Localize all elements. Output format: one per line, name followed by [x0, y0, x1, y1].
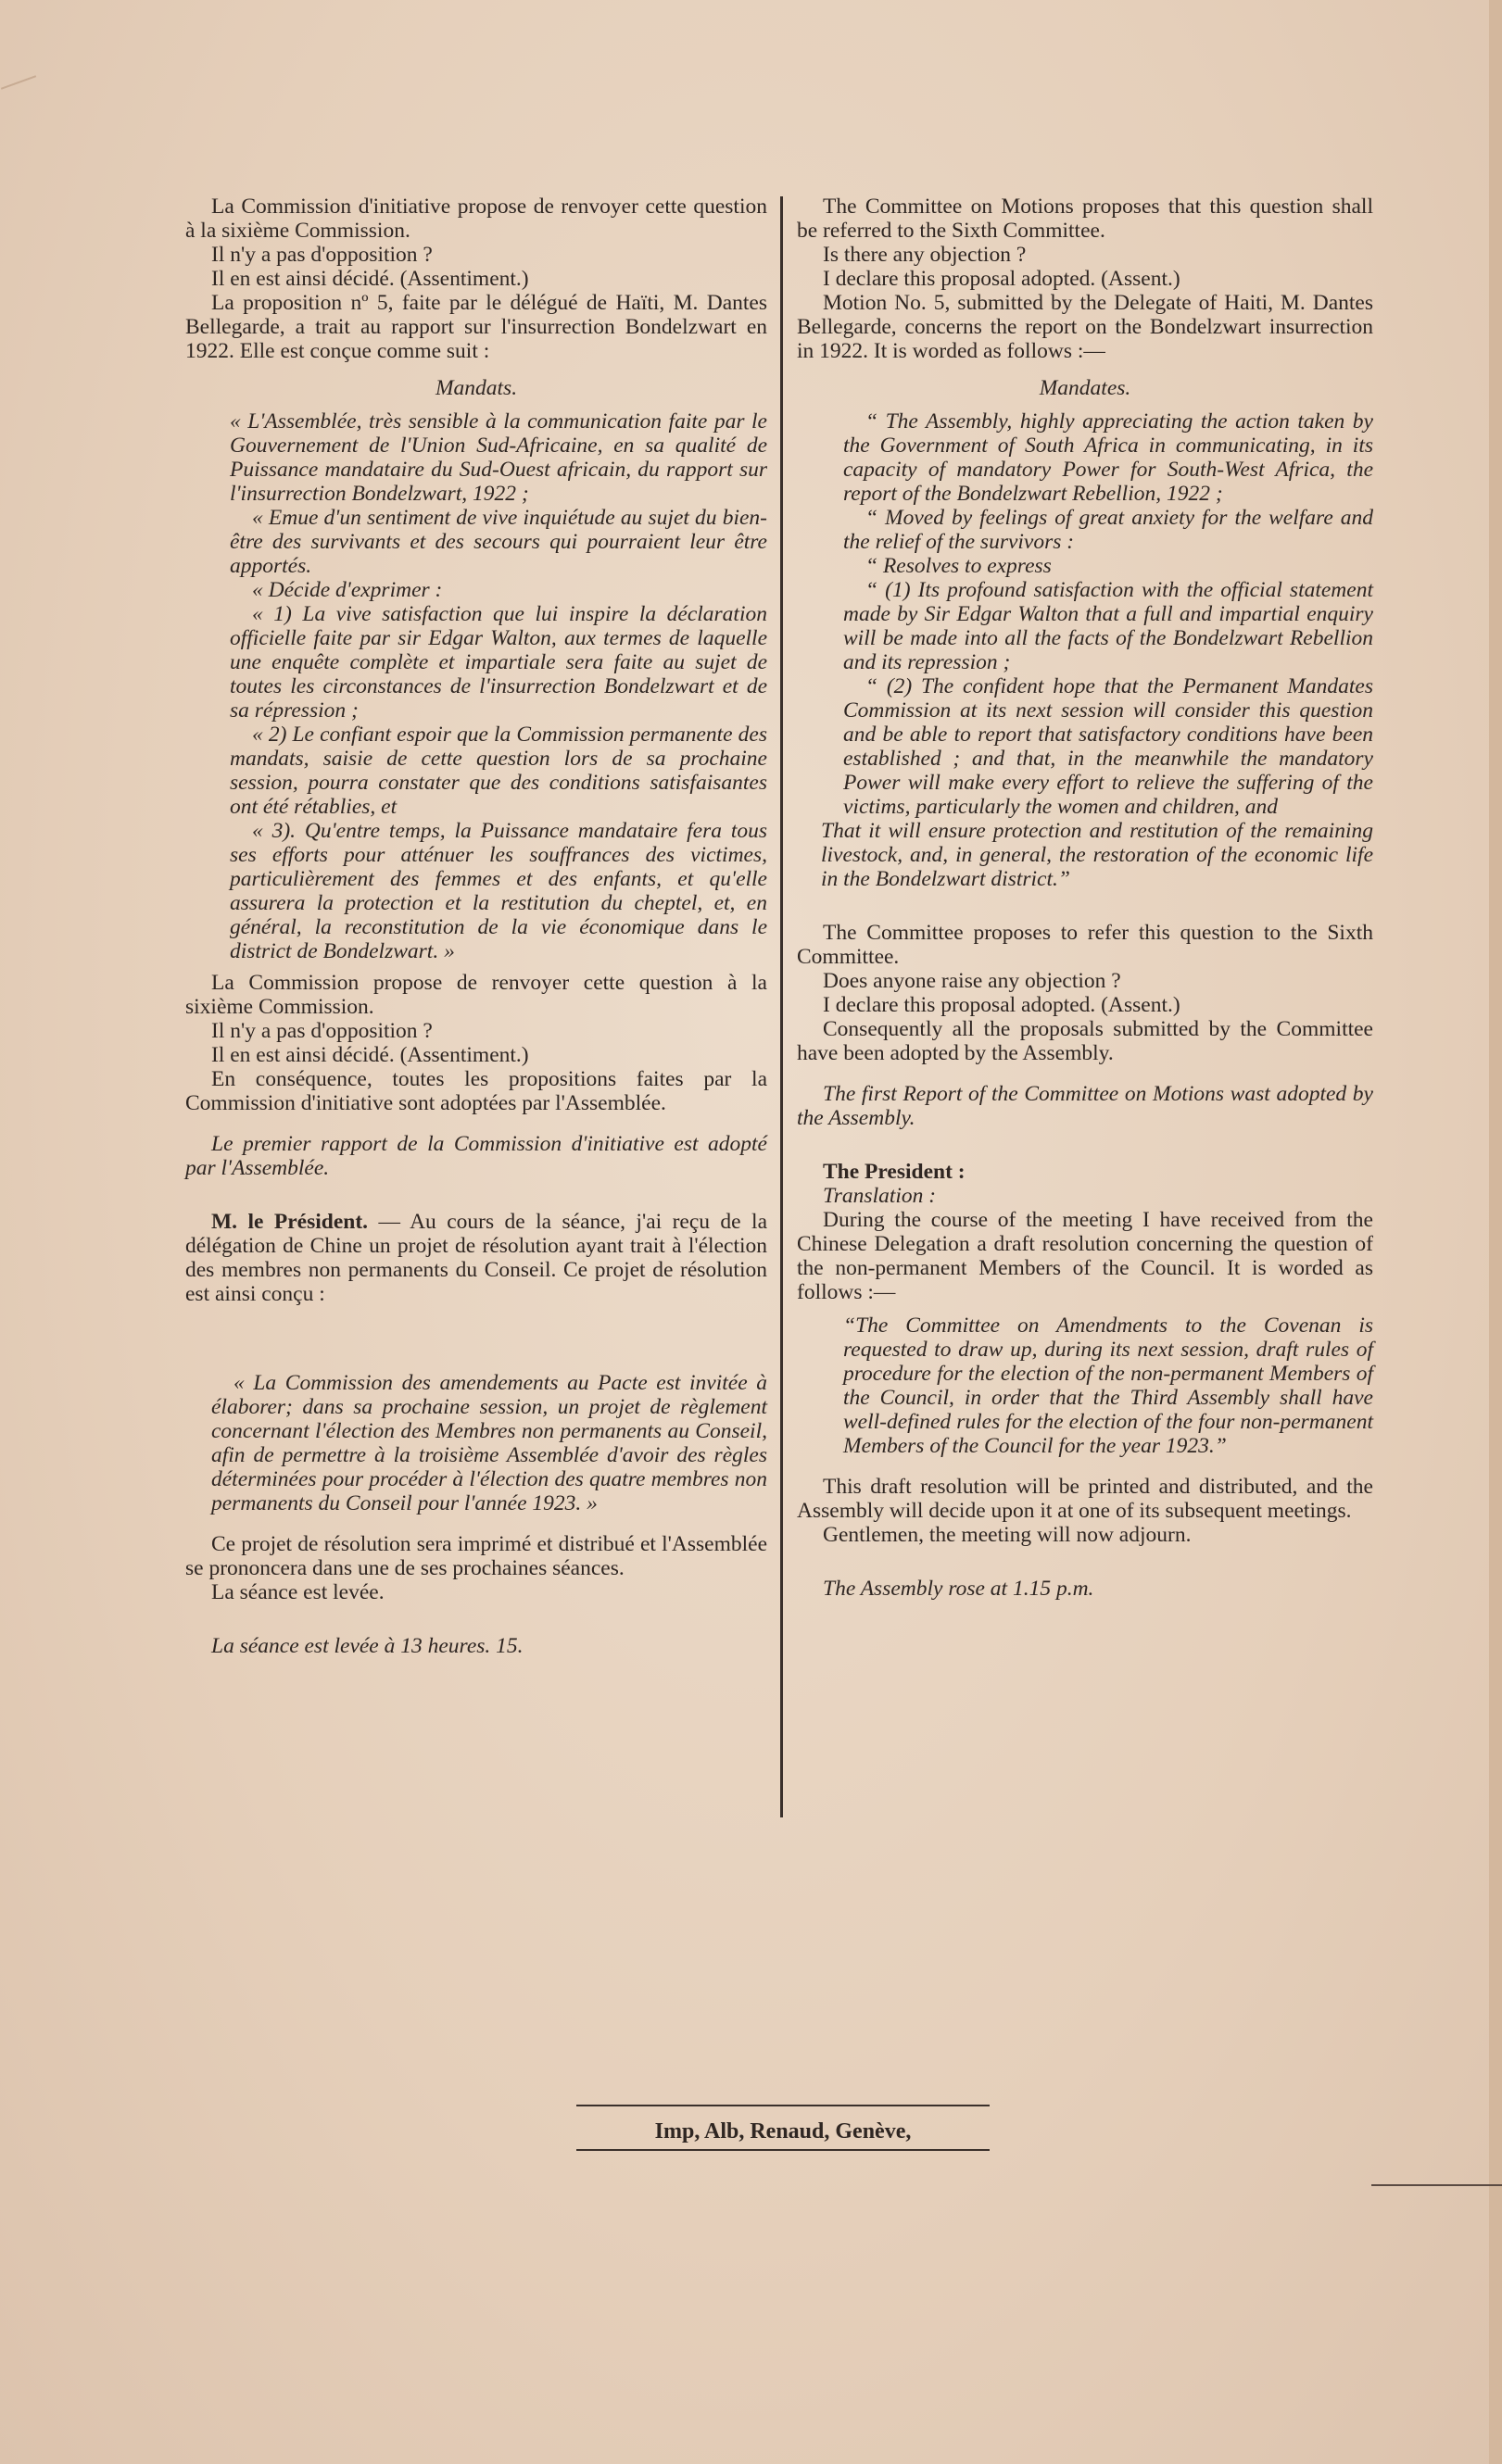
- en-quote-line: “ (2) The confident hope that the Permanent Mandates Commission at its next session will consider this question and be able to report that satisfactory conditions have been established ; and that, in the meanwhile the mandatory Power will make every effort to relieve the suffering of the victims, particularly the women and children, and: [843, 674, 1373, 819]
- fr-paragraph: Il en est ainsi décidé. (Assentiment.): [211, 1043, 529, 1067]
- fr-paragraph: La proposition nº 5, faite par le délégué de Haïti, M. Dantes Bellegarde, a trait au rapport sur l'insurrection Bondelzwart en 1922. Elle est conçue comme suit :: [185, 291, 767, 363]
- en-paragraph: Gentlemen, the meeting will now adjourn.: [823, 1523, 1192, 1547]
- en-president-text: During the course of the meeting I have received from the Chinese Delegation a draft resolution concerning the question of the non-permanent Members of the Council. It is worded as follows :—: [797, 1208, 1373, 1304]
- fr-paragraph: La Commission propose de renvoyer cette question à la sixième Commission.: [185, 971, 767, 1019]
- fr-quote-line: « Emue d'un sentiment de vive inquiétude au sujet du bien-être des survivants et des secours qui pourraient leur être apportés.: [230, 506, 767, 578]
- en-paragraph: Consequently all the proposals submitted by the Committee have been adopted by the Assembly.: [797, 1017, 1373, 1065]
- en-quote-line: “ The Assembly, highly appreciating the action taken by the Government of South Africa in communicating, in its capacity of mandatory Power for South-West Africa, the report of the Bondelzwart Rebellion, 1922 ;: [843, 409, 1373, 506]
- en-paragraph: This draft resolution will be printed and distributed, and the Assembly will decide upon it at one of its subsequent meetings.: [797, 1475, 1373, 1523]
- en-quote-line: That it will ensure protection and restitution of the remaining livestock, and, in general, the restoration of the economic life in the Bondelzwart district.”: [821, 819, 1373, 891]
- paper-mark: [1371, 2184, 1502, 2186]
- fr-quote-line: « 3). Qu'entre temps, la Puissance mandataire fera tous ses efforts pour atténuer les souffrances des victimes, particulièrement des femmes et des enfants, et qu'elle assurera la protection et la restitution du cheptel, et, en général, la reconstitution de la vie économique dans le district de Bondelzwart. »: [230, 819, 767, 963]
- fr-quote-line: « 2) Le confiant espoir que la Commission permanente des mandats, saisie de cette question lors de sa prochaine session, pourra constater que des conditions satisfaisantes ont été rétablies, et: [230, 723, 767, 819]
- fr-paragraph: La Commission d'initiative propose de renvoyer cette question à la sixième Commission.: [185, 195, 767, 243]
- fr-quote-line: « 1) La vive satisfaction que lui inspire la déclaration officielle faite par sir Edgar Walton, aux termes de laquelle une enquête complète et impartiale sera faite au sujet de toutes les circonstances de l'insurrection Bondelzwart et de sa répression ;: [230, 602, 767, 723]
- en-paragraph: The Committee on Motions proposes that this question shall be referred to the Sixth Committee.: [797, 195, 1373, 243]
- en-heading-mandates: Mandates.: [1039, 376, 1131, 400]
- en-paragraph: Motion No. 5, submitted by the Delegate of Haiti, M. Dantes Bellegarde, concerns the report on the Bondelzwart insurrection in 1922. It is worded as follows :—: [797, 291, 1373, 363]
- en-paragraph: I declare this proposal adopted. (Assent.): [823, 267, 1180, 291]
- fr-paragraph: En conséquence, toutes les propositions faites par la Commission d'initiative sont adoptées par l'Assemblée.: [185, 1067, 767, 1115]
- en-quote-line: “ (1) Its profound satisfaction with the official statement made by Sir Edgar Walton that a full and impartial enquiry will be made into all the facts of the Bondelzwart Rebellion and its repression ;: [843, 578, 1373, 674]
- french-column: [185, 195, 767, 1658]
- en-draft-resolution: [797, 1314, 1373, 1458]
- fr-paragraph: La séance est levée.: [211, 1580, 385, 1604]
- fr-president-paragraph: [185, 1210, 767, 1306]
- en-paragraph: I declare this proposal adopted. (Assent.): [823, 993, 1180, 1017]
- en-quote-line: “ Moved by feelings of great anxiety for the welfare and the relief of the survivors :: [843, 506, 1373, 554]
- footer-rule-top: [576, 2105, 990, 2106]
- fr-paragraph: Il en est ainsi décidé. (Assentiment.): [211, 267, 529, 291]
- en-resolution-quote: [797, 409, 1373, 891]
- fr-closing-time: La séance est levée à 13 heures. 15.: [211, 1634, 524, 1658]
- en-paragraph: Is there any objection ?: [823, 243, 1027, 267]
- en-paragraph: The Committee proposes to refer this question to the Sixth Committee.: [797, 921, 1373, 969]
- en-quote-line: “ Resolves to express: [865, 554, 1052, 578]
- fr-quote-line: « Décide d'exprimer :: [252, 578, 443, 602]
- en-president-label: The President :: [823, 1160, 966, 1184]
- footer-rule-bottom: [576, 2149, 990, 2151]
- fr-report-adopted: Le premier rapport de la Commission d'initiative est adopté par l'Assemblée.: [185, 1132, 767, 1180]
- column-divider: [780, 196, 783, 1817]
- fr-paragraph: Ce projet de résolution sera imprimé et distribué et l'Assemblée se prononcera dans une de ses prochaines séances.: [185, 1532, 767, 1580]
- english-column: [797, 195, 1373, 1601]
- fr-paragraph: Il n'y a pas d'opposition ?: [211, 1019, 433, 1043]
- en-report-adopted: The first Report of the Committee on Motions wast adopted by the Assembly.: [797, 1082, 1373, 1130]
- fr-paragraph: Il n'y a pas d'opposition ?: [211, 243, 433, 267]
- fr-quote-line: « L'Assemblée, très sensible à la communication faite par le Gouvernement de l'Union Sud-Africaine, en sa qualité de Puissance mandataire du Sud-Ouest africain, du rapport sur l'insurrection Bondelzwart, 1922 ;: [230, 409, 767, 506]
- printer-imprint: Imp, Alb, Renaud, Genève,: [654, 2119, 912, 2143]
- fr-president-text: — Au cours de la séance, j'ai reçu de la délégation de Chine un projet de résolution ayant trait à l'élection des membres non permanents du Conseil. Ce projet de résolution est ainsi conçu :: [185, 1210, 767, 1306]
- fr-draft-resolution: [185, 1371, 767, 1515]
- en-translation-label: Translation :: [823, 1184, 937, 1208]
- en-paragraph: Does anyone raise any objection ?: [823, 969, 1121, 993]
- en-quote-line: “The Committee on Amendments to the Covenan is requested to draw up, during its next session, draft rules of procedure for the election of the non-permanent Members of the Council, in order that the Third Assembly shall have well-defined rules for the election of the four non-permanent Members of the Council for the year 1923.”: [843, 1314, 1373, 1458]
- fr-resolution-quote: [185, 409, 767, 963]
- fr-heading-mandats: Mandats.: [435, 376, 518, 400]
- fr-president-label: M. le Président.: [211, 1210, 369, 1234]
- fr-quote-line: « La Commission des amendements au Pacte est invitée à élaborer; dans sa prochaine session, un projet de règlement concernant l'élection des Membres non permanents au Conseil, afin de permettre à la troisième Assemblée d'avoir des règles déterminées pour procéder à l'élection des quatre membres non permanents du Conseil pour l'année 1923. »: [211, 1371, 767, 1515]
- en-closing-time: The Assembly rose at 1.15 p.m.: [823, 1577, 1094, 1601]
